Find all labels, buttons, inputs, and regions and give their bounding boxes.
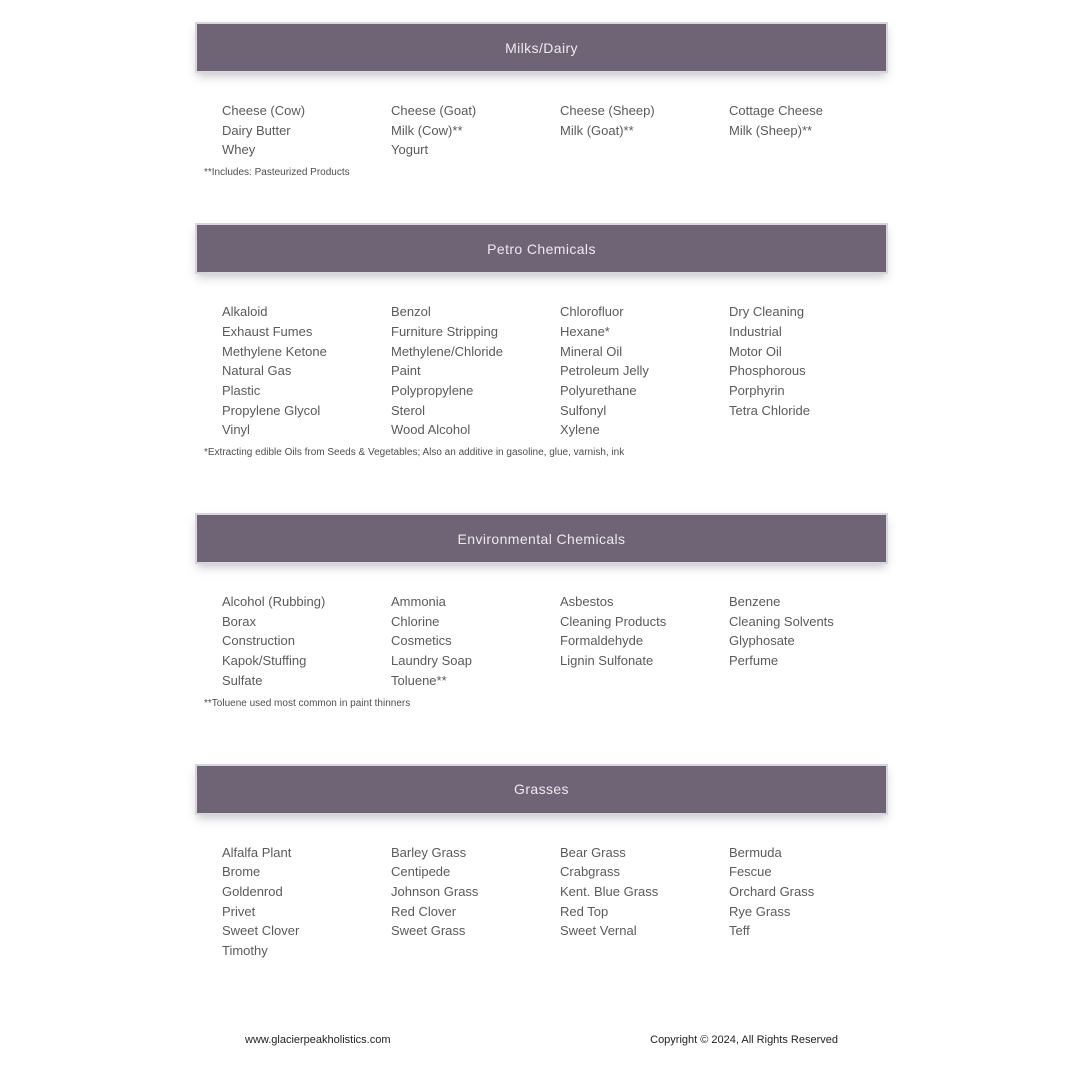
allergen-item: Methylene Ketone: [222, 343, 327, 359]
item-column: [729, 101, 898, 140]
copyright-text: Copyright © 2024, All Rights Reserved: [650, 1034, 838, 1046]
item-column: [729, 302, 898, 420]
allergen-item: Alkaloid: [222, 304, 268, 320]
allergen-item: Perfume: [729, 653, 779, 669]
allergen-item: Polypropylene: [391, 382, 474, 398]
allergen-item: Kapok/Stuffing: [222, 653, 307, 669]
item-column: [222, 592, 391, 691]
allergen-item: Benzol: [391, 304, 431, 320]
allergen-item: Formaldehyde: [560, 633, 644, 649]
allergen-item: Benzene: [729, 594, 781, 610]
allergen-item: Crabgrass: [560, 864, 620, 880]
allergen-item: Rye Grass: [729, 903, 791, 919]
allergen-item: Dairy Butter: [222, 122, 291, 138]
allergen-item: Tetra Chloride: [729, 402, 810, 418]
allergen-item: Yogurt: [391, 142, 429, 158]
item-column: [560, 843, 729, 942]
allergen-item: Red Clover: [391, 903, 457, 919]
allergen-item: Sweet Vernal: [560, 923, 637, 939]
allergen-item: Borax: [222, 613, 256, 629]
item-column: [222, 843, 391, 961]
allergen-item: Orchard Grass: [729, 883, 815, 899]
allergen-item: Paint: [391, 363, 421, 379]
allergen-item: Xylene: [560, 422, 600, 438]
allergen-item: Bear Grass: [560, 844, 626, 860]
allergen-item: Phosphorous: [729, 363, 806, 379]
section-header-banner: [195, 764, 888, 815]
allergen-item: Petroleum Jelly: [560, 363, 649, 379]
allergen-item: Sulfate: [222, 672, 263, 688]
allergen-item: Alcohol (Rubbing): [222, 594, 326, 610]
item-grid: [222, 101, 888, 160]
section-petro-chemicals: [195, 223, 888, 459]
allergen-item: Red Top: [560, 903, 609, 919]
allergen-item: Cheese (Sheep): [560, 103, 655, 118]
item-column: [729, 843, 898, 942]
allergen-item: Natural Gas: [222, 363, 292, 379]
section-list: [195, 0, 888, 961]
allergen-item: Wood Alcohol: [391, 422, 471, 438]
item-column: [729, 592, 898, 671]
allergen-item: Polyurethane: [560, 382, 637, 398]
allergen-item: Timothy: [222, 943, 268, 959]
allergen-item: Laundry Soap: [391, 653, 472, 669]
allergen-item: Sterol: [391, 402, 425, 418]
section-title: Environmental Chemicals: [457, 530, 626, 547]
allergen-item: Milk (Cow)**: [391, 122, 463, 138]
allergen-item: Ammonia: [391, 594, 446, 610]
allergen-item: Johnson Grass: [391, 883, 479, 899]
allergen-item: Whey: [222, 142, 256, 158]
section-header-banner: [195, 223, 888, 274]
allergen-item: Furniture Stripping: [391, 323, 498, 339]
section-milks-dairy: [195, 22, 888, 179]
allergen-item: Centipede: [391, 864, 451, 880]
section-footnote: *Extracting edible Oils from Seeds & Vegetables; Also an additive in gasoline, glue, varnish, ink: [204, 447, 625, 459]
allergen-item: Sulfonyl: [560, 402, 607, 418]
allergen-item: Motor Oil: [729, 343, 782, 359]
allergen-item: Cheese (Cow): [222, 103, 306, 118]
section-title: Petro Chemicals: [487, 240, 596, 257]
allergen-item: Cleaning Products: [560, 613, 667, 629]
website-url: www.glacierpeakholistics.com: [245, 1034, 391, 1046]
allergen-item: Brome: [222, 864, 261, 880]
section-header-banner: [195, 22, 888, 73]
allergen-item: Industrial: [729, 323, 782, 339]
section-header-banner: [195, 513, 888, 564]
allergen-item: Toluene**: [391, 672, 447, 688]
section-title: Grasses: [514, 781, 569, 798]
item-column: [222, 302, 391, 440]
item-column: [391, 101, 560, 160]
allergen-item: Hexane*: [560, 323, 610, 339]
item-column: [560, 101, 729, 140]
allergen-item: Milk (Sheep)**: [729, 122, 813, 138]
item-grid: [222, 843, 888, 961]
allergen-item: Cosmetics: [391, 633, 452, 649]
item-grid: [222, 302, 888, 440]
allergen-item: Glyphosate: [729, 633, 795, 649]
allergen-item: Barley Grass: [391, 844, 467, 860]
allergen-item: Mineral Oil: [560, 343, 623, 359]
item-column: [391, 302, 560, 440]
section-title: Milks/Dairy: [505, 39, 578, 56]
allergen-item: Privet: [222, 903, 256, 919]
item-column: [391, 592, 560, 691]
allergen-item: Porphyrin: [729, 382, 785, 398]
allergen-item: Vinyl: [222, 422, 250, 438]
item-column: [222, 101, 391, 160]
allergen-item: Chlorine: [391, 613, 440, 629]
allergen-item: Construction: [222, 633, 295, 649]
allergen-item: Lignin Sulfonate: [560, 653, 654, 669]
allergen-item: Sweet Clover: [222, 923, 300, 939]
allergen-item: Propylene Glycol: [222, 402, 321, 418]
item-grid: [222, 592, 888, 691]
allergen-item: Milk (Goat)**: [560, 122, 634, 138]
allergen-item: Kent. Blue Grass: [560, 883, 659, 899]
allergen-item: Dry Cleaning: [729, 304, 805, 320]
allergen-item: Fescue: [729, 864, 772, 880]
allergen-item: Sweet Grass: [391, 923, 466, 939]
allergen-item: Exhaust Fumes: [222, 323, 313, 339]
allergen-item: Cottage Cheese: [729, 103, 823, 118]
section-grasses: [195, 764, 888, 961]
section-footnote: **Includes: Pasteurized Products: [204, 167, 350, 179]
item-column: [391, 843, 560, 942]
allergen-item: Asbestos: [560, 594, 614, 610]
allergen-item: Teff: [729, 923, 750, 939]
allergen-item: Plastic: [222, 382, 261, 398]
allergen-item: Chlorofluor: [560, 304, 624, 320]
section-footnote: **Toluene used most common in paint thinners: [204, 697, 411, 709]
section-environmental-chemicals: [195, 513, 888, 710]
allergen-item: Goldenrod: [222, 883, 283, 899]
allergen-item: Alfalfa Plant: [222, 844, 292, 860]
allergen-item: Bermuda: [729, 844, 782, 860]
page-footer: [245, 1034, 838, 1046]
allergen-item: Cheese (Goat): [391, 103, 477, 118]
allergen-item: Cleaning Solvents: [729, 613, 834, 629]
item-column: [560, 302, 729, 440]
item-column: [560, 592, 729, 671]
allergen-item: Methylene/Chloride: [391, 343, 504, 359]
